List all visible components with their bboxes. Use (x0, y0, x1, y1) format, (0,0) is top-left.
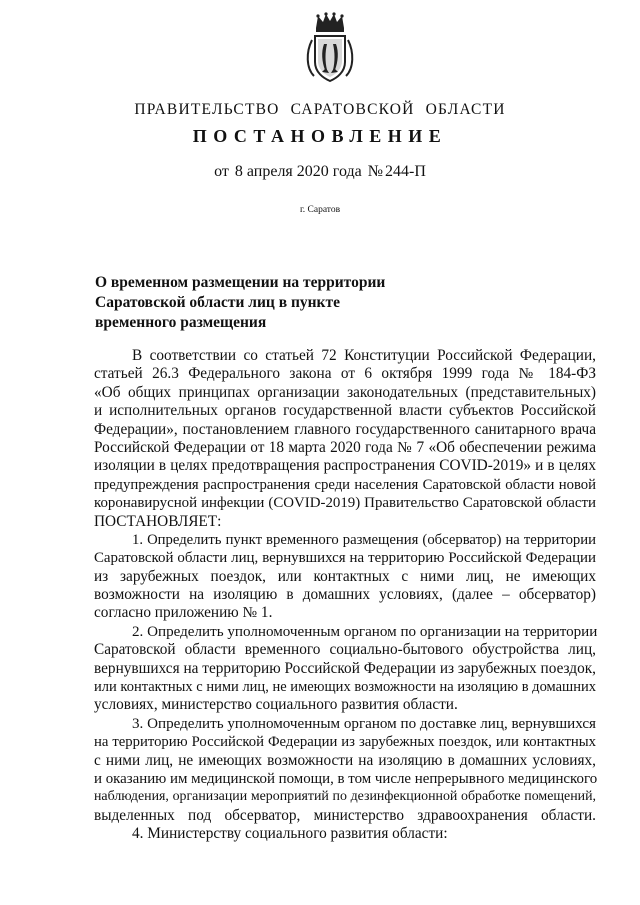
date-prefix: от (214, 163, 229, 180)
number-sign: № (367, 163, 383, 180)
body-line: и оказанию им медицинской помощи, в том числе непрерывного медицинского (94, 770, 598, 787)
body-line: коронавирусной инфекции (COVID-2019) Правительство Саратовской области (94, 495, 596, 512)
saratov-region-coat-of-arms-icon (302, 12, 358, 84)
body-line: и исполнительных органов государственной власти субъектов Российской (94, 402, 596, 420)
body-line: из зарубежных поездок, или контактных с ними лиц, не имеющих (94, 567, 596, 585)
document-date: 8 апреля 2020 года (234, 163, 362, 180)
body-line: В соответствии со статьей 72 Конституции Российской Федерации, (132, 347, 596, 364)
title-line: Саратовской области лиц в пункте (95, 294, 340, 311)
body-line: или контактных с ними лиц, не имеющих возможности на изоляцию в домашних (94, 679, 596, 696)
body-line: условиях, министерство социального развития области. (94, 696, 458, 714)
body-line: изоляции в целях предотвращения распространения COVID-2019» и в целях (94, 457, 596, 475)
body-line: 4. Министерству социального развития области: (132, 825, 448, 843)
document-title (95, 273, 425, 333)
body-line: возможности на изоляцию в домашних условиях, (далее – обсерватор) (94, 586, 596, 604)
document-type: ПОСТАНОВЛЕНИЕ (192, 126, 448, 146)
body-line: 3. Определить уполномоченным органом по доставке лиц, вернувшихся (132, 715, 596, 732)
body-line: Федерации», постановлением главного государственного санитарного врача (94, 420, 596, 438)
body-line: предупреждения распространения среди населения Саратовской области новой (94, 476, 596, 493)
body-line: выделенных под обсерватор, министерство здравоохранения области. (94, 806, 596, 824)
organization-name: ПРАВИТЕЛЬСТВО САРАТОВСКОЙ ОБЛАСТИ (134, 101, 506, 118)
body-line: на территорию Российской Федерации из зарубежных поездок, или контактных (94, 734, 596, 751)
title-line: временного размещения (95, 314, 267, 331)
body-line: статьей 26.3 Федерального закона от 6 октября 1999 года № 184-ФЗ (94, 365, 596, 383)
body-line: «Об общих принципах организации законодательных (представительных) (94, 383, 596, 401)
body-line: 1. Определить пункт временного размещения (обсерватор) на территории (132, 531, 596, 548)
body-line: Саратовской области временного социально-бытового обустройства лиц, (94, 641, 596, 659)
title-line: О временном размещении на территории (95, 274, 386, 291)
document-body (94, 347, 596, 844)
body-line: согласно приложению № 1. (94, 604, 273, 622)
body-line: наблюдения, организации мероприятий по дезинфекционной обработке помещений, (94, 789, 596, 805)
body-line: Саратовской области лиц, вернувшихся на территорию Российской Федерации (94, 550, 596, 567)
document-date-line (0, 163, 640, 181)
city: г. Саратов (299, 205, 341, 215)
body-line: вернувшихся на территорию Российской Федерации из зарубежных поездок, (94, 659, 596, 677)
body-line: 2. Определить уполномоченным органом по организации на территории (132, 623, 598, 640)
body-line: ПОСТАНОВЛЯЕТ: (94, 512, 222, 530)
document-number: 244-П (385, 163, 426, 180)
body-line: Российской Федерации от 18 марта 2020 года № 7 «Об обеспечении режима (94, 438, 596, 456)
body-line: с ними лиц, не имеющих возможности на изоляцию в домашних условиях, (94, 751, 596, 769)
